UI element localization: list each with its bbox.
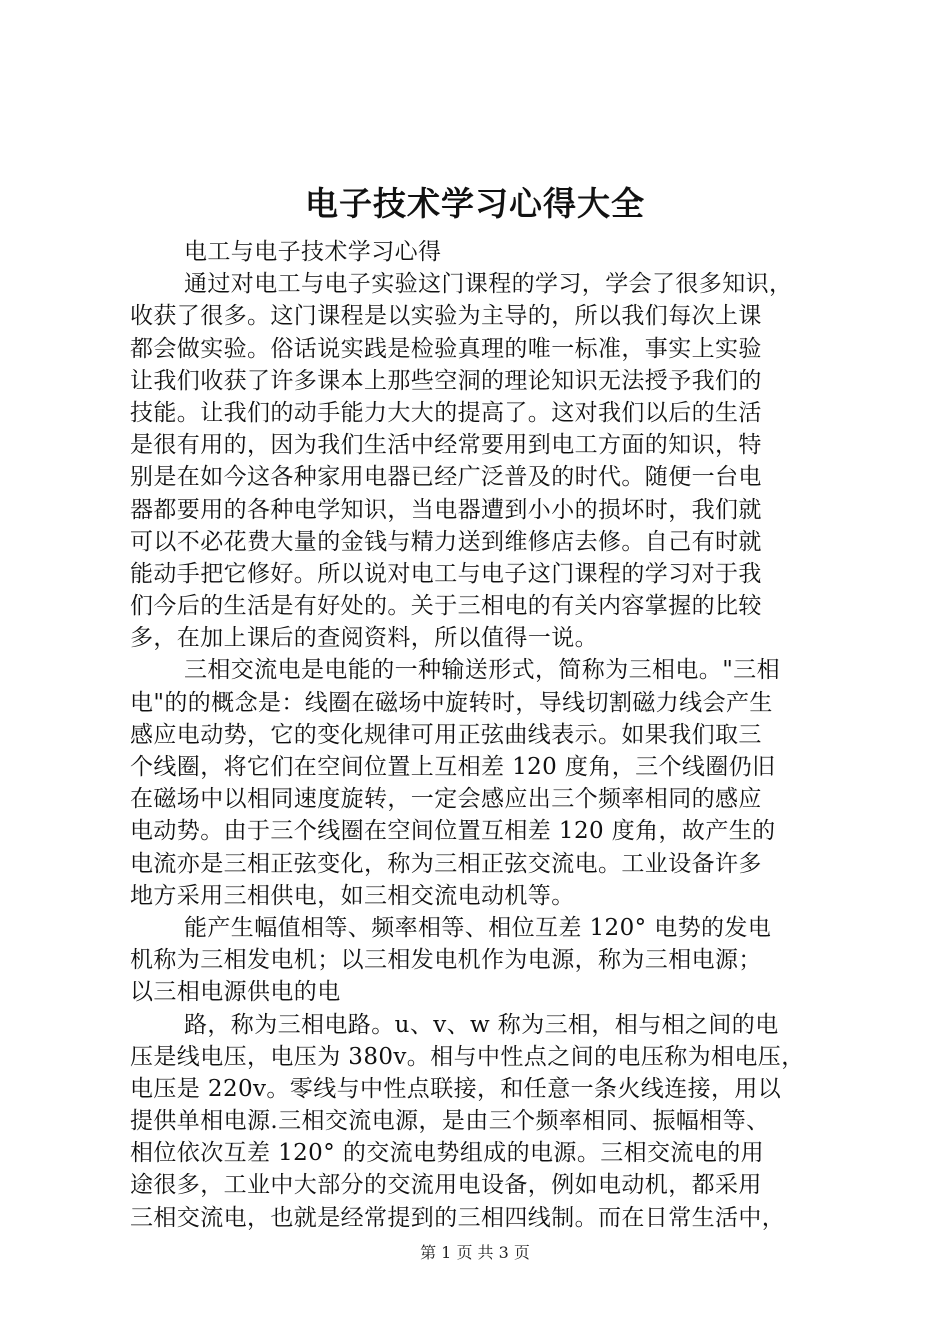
text-line: 地方采用三相供电，如三相交流电动机等。 — [130, 882, 575, 909]
text-line: 都会做实验。俗话说实践是检验真理的唯一标准，事实上实验 — [130, 335, 762, 362]
document-body — [130, 236, 830, 1234]
text-line: 电压是 220v。零线与中性点联接，和任意一条火线连接，用以 — [130, 1075, 782, 1102]
page-footer: 第 1 页 共 3 页 — [420, 1243, 530, 1262]
text-line: 技能。让我们的动手能力大大的提高了。这对我们以后的生活 — [130, 399, 762, 426]
text-line: 三相交流电是电能的一种输送形式，简称为三相电。"三相 — [184, 657, 780, 684]
text-line: 路，称为三相电路。u、v、w 称为三相，相与相之间的电 — [184, 1011, 779, 1038]
text-line: 器都要用的各种电学知识，当电器遭到小小的损坏时，我们就 — [130, 496, 762, 523]
text-line: 感应电动势，它的变化规律可用正弦曲线表示。如果我们取三 — [130, 721, 762, 748]
text-line: 收获了很多。这门课程是以实验为主导的，所以我们每次上课 — [130, 303, 762, 330]
text-line: 电动势。由于三个线圈在空间位置互相差 120 度角，故产生的 — [130, 818, 776, 845]
text-line: 压是线电压，电压为 380v。相与中性点之间的电压称为相电压， — [130, 1043, 805, 1070]
text-line: 机称为三相发电机；以三相发电机作为电源，称为三相电源； — [130, 947, 762, 974]
text-line: 能产生幅值相等、频率相等、相位互差 120° 电势的发电 — [184, 914, 772, 941]
text-line: 电工与电子技术学习心得 — [184, 239, 442, 265]
text-line: 提供单相电源.三相交流电源，是由三个频率相同、振幅相等、 — [130, 1108, 770, 1135]
text-line: 相位依次互差 120° 的交流电势组成的电源。三相交流电的用 — [130, 1140, 765, 1167]
text-line: 电"的的概念是：线圈在磁场中旋转时，导线切割磁力线会产生 — [130, 689, 773, 716]
text-line: 以三相电源供电的电 — [130, 979, 341, 1006]
text-line: 可以不必花费大量的金钱与精力送到维修店去修。自己有时就 — [130, 528, 762, 555]
text-line: 能动手把它修好。所以说对电工与电子这门课程的学习对于我 — [130, 560, 762, 587]
text-line: 是很有用的，因为我们生活中经常要用到电工方面的知识，特 — [130, 432, 762, 459]
text-line: 在磁场中以相同速度旋转，一定会感应出三个频率相同的感应 — [130, 786, 762, 813]
document-title: 电子技术学习心得大全 — [305, 184, 645, 223]
text-line: 们今后的生活是有好处的。关于三相电的有关内容掌握的比较 — [130, 593, 762, 620]
text-line: 途很多，工业中大部分的交流用电设备，例如电动机，都采用 — [130, 1172, 762, 1199]
text-line: 别是在如今这各种家用电器已经广泛普及的时代。随便一台电 — [130, 464, 762, 491]
text-line: 让我们收获了许多课本上那些空洞的理论知识无法授予我们的 — [130, 367, 762, 394]
text-line: 个线圈，将它们在空间位置上互相差 120 度角，三个线圈仍旧 — [130, 754, 776, 780]
text-line: 三相交流电，也就是经常提到的三相四线制。而在日常生活中， — [130, 1204, 786, 1231]
text-line: 电流亦是三相正弦变化，称为三相正弦交流电。工业设备许多 — [130, 850, 762, 877]
text-line: 通过对电工与电子实验这门课程的学习，学会了很多知识， — [184, 271, 793, 298]
text-line: 多，在加上课后的查阅资料，所以值得一说。 — [130, 625, 598, 652]
